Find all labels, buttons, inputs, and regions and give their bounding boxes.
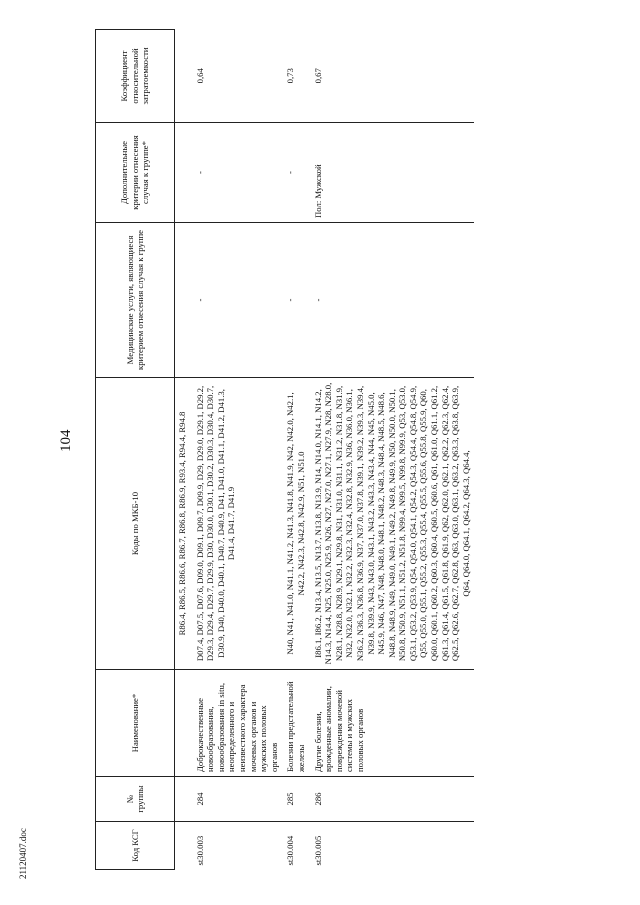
- table-row: [192, 30, 283, 870]
- row-kod: st30.004: [285, 835, 296, 866]
- footer-filename: 21120407.doc: [18, 828, 28, 879]
- ksg-table: [95, 29, 474, 870]
- row-services: -: [282, 223, 309, 378]
- row-kod: st30.003: [194, 835, 205, 866]
- row-extra: -: [192, 123, 283, 223]
- row-codes: D07.4, D07.5, D07.6, D09.0, D09.1, D09.7, D09.9, D29, D29.0, D29.1, D29.2, D29.3, D29.4, D29.7, D29.9, D30, D30.0, D30.1, D30.2, D30.3, D30.4, D30.7, D30.9, D40, D40.0, D40.1, D40.7, D40.9, D41, D41.0, D41.1, D41.2, D41.3, D41.4, D41.7, D41.9: [192, 378, 283, 670]
- row-num: 284: [192, 777, 283, 822]
- row-name: Другие болезни, врожденные аномалии, повреждения мочевой системы и мужских половых органов: [310, 670, 475, 777]
- header-coef: Коэффициент относительной затратоемкости: [96, 30, 175, 123]
- row-coef: 0,73: [282, 30, 309, 123]
- row-num: 285: [282, 777, 309, 822]
- table-row: [310, 30, 475, 870]
- header-num: № группы: [96, 777, 175, 822]
- header-kod: Код КСГ: [96, 822, 175, 870]
- row-services: -: [192, 223, 283, 378]
- rotated-table-wrapper: [95, 30, 625, 870]
- page-number: 104: [58, 429, 74, 452]
- header-name: Наименование*: [96, 670, 175, 777]
- row-extra: -: [282, 123, 309, 223]
- row-name: Доброкачественные новообразования, новообразования in situ, неопределенного и неизвестного характера мочевых органов и мужских половых органов: [192, 670, 283, 777]
- header-services: Медицинские услуги, являющиеся критерием отнесения случая к группе: [96, 223, 175, 378]
- row-coef: 0,67: [310, 30, 475, 123]
- header-extra: Дополнительные критерии отнесения случая к группе*: [96, 123, 175, 223]
- row-coef: 0,64: [192, 30, 283, 123]
- table-header-row: [96, 30, 175, 870]
- row-codes: N40, N41, N41.0, N41.1, N41.2, N41.3, N41.8, N41.9, N42, N42.0, N42.1, N42.2, N42.3, N42.8, N42.9, N51, N51.0: [282, 378, 309, 670]
- row-codes: I86.1, I86.2, N13.4, N13.5, N13.7, N13.8, N13.9, N14, N14.0, N14.1, N14.2, N14.3, N14.4, N25, N25.0, N25.9, N26, N27, N27.0, N27.1, N27.9, N28, N28.0, N28.1, N28.8, N28.9, N29.1, N29.8, N31, N31.0, N31.1, N31.2, N31.8, N31.9, N32, N32.0, N32.1, N32.2, N32.3, N32.4, N32.8, N32.9, N36, N36.0, N36.1, N36.2, N36.3, N36.8, N36.9, N37, N37.0, N37.8, N39.1, N39.2, N39.3, N39.4, N39.8, N39.9, N43, N43.0, N43.1, N43.2, N43.3, N43.4, N44, N45, N45.0, N45.9, N46, N47, N48, N48.0, N48.1, N48.2, N48.3, N48.4, N48.5, N48.6, N48.8, N48.9, N49, N49.0, N49.1, N49.2, N49.8, N49.9, N50, N50.0, N50.1, N50.8, N50.9, N51.1, N51.2, N51.8, N99.4, N99.5, N99.8, N99.9, Q53, Q53.0, Q53.1, Q53.2, Q53.9, Q54, Q54.0, Q54.1, Q54.2, Q54.3, Q54.4, Q54.8, Q54.9, Q55, Q55.0, Q55.1, Q55.2, Q55.3, Q55.4, Q55.5, Q55.6, Q55.8, Q55.9, Q60, Q60.0, Q60.1, Q60.2, Q60.3, Q60.4, Q60.5, Q60.6, Q61, Q61.0, Q61.1, Q61.2, Q61.3, Q61.4, Q61.5, Q61.8, Q61.9, Q62, Q62.0, Q62.1, Q62.2, Q62.3, Q62.4, Q62.5, Q62.6, Q62.7, Q62.8, Q63, Q63.0, Q63.1, Q63.2, Q63.3, Q63.8, Q63.9, Q64, Q64.0, Q64.1, Q64.2, Q64.3, Q64.4,: [310, 378, 475, 670]
- header-codes: Коды по МКБ-10: [96, 378, 175, 670]
- table-row: [282, 30, 309, 870]
- row-extra: Пол: Мужской: [310, 123, 475, 223]
- continuation-row: [175, 30, 192, 870]
- row-services: -: [310, 223, 475, 378]
- row-num: 286: [310, 777, 475, 822]
- continuation-codes: R86.4, R86.5, R86.6, R86.7, R86.8, R86.9, R93.4, R94.4, R94.8: [175, 378, 192, 670]
- row-name: Болезни предстательной железы: [282, 670, 309, 777]
- row-kod: st30.005: [312, 835, 323, 866]
